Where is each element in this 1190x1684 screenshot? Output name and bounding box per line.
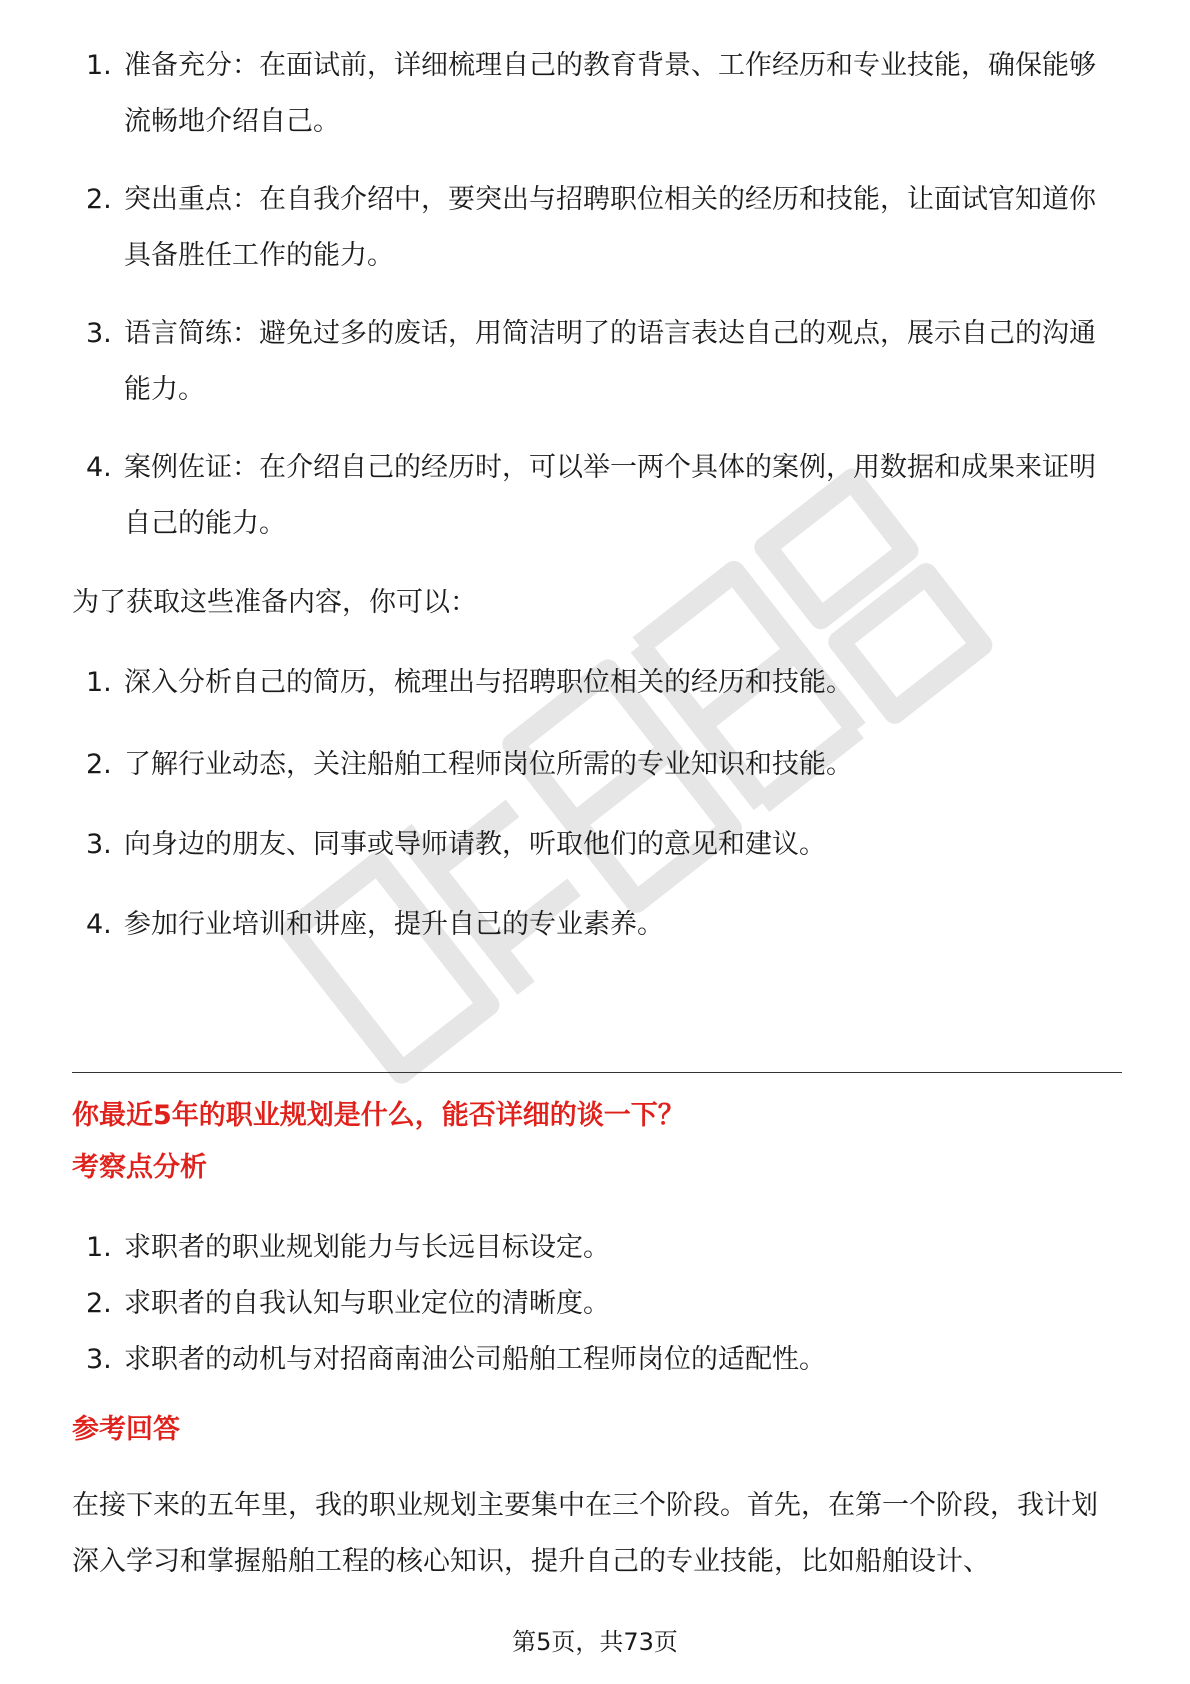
list-text: 准备充分：在面试前，详细梳理自己的教育背景、工作经历和专业技能，确保能够流畅地介绍自己。 bbox=[124, 50, 1096, 137]
list-item bbox=[72, 440, 1122, 552]
list-number: 4. bbox=[86, 452, 112, 483]
list-number: 2. bbox=[86, 184, 112, 215]
list-item bbox=[72, 38, 1122, 150]
list-text: 参加行业培训和讲座，提升自己的专业素养。 bbox=[124, 909, 664, 940]
list-text: 求职者的职业规划能力与长远目标设定。 bbox=[124, 1232, 610, 1263]
list-number: 3. bbox=[86, 1344, 112, 1375]
list-text: 求职者的动机与对招商南油公司船舶工程师岗位的适配性。 bbox=[124, 1344, 826, 1375]
list-text: 深入分析自己的简历，梳理出与招聘职位相关的经历和技能。 bbox=[124, 667, 853, 698]
list-item bbox=[72, 1276, 1122, 1332]
list-number: 2. bbox=[86, 749, 112, 780]
list-number: 1. bbox=[86, 50, 112, 81]
list-number: 2. bbox=[86, 1288, 112, 1319]
list-item bbox=[72, 1220, 1122, 1276]
list-text: 语言简练：避免过多的废话，用简洁明了的语言表达自己的观点，展示自己的沟通能力。 bbox=[124, 318, 1096, 405]
answer-paragraph: 在接下来的五年里，我的职业规划主要集中在三个阶段。首先，在第一个阶段，我计划深入学习和掌握船舶工程的核心知识，提升自己的专业技能，比如船舶设计、 bbox=[72, 1490, 1098, 1577]
list-number: 4. bbox=[86, 909, 112, 940]
list-item bbox=[72, 737, 1122, 793]
analysis-heading: 考察点分析 bbox=[72, 1152, 207, 1183]
list-number: 3. bbox=[86, 318, 112, 349]
list-item bbox=[72, 817, 1122, 873]
section-divider bbox=[72, 1072, 1122, 1073]
page-footer: 第5页，共73页 bbox=[512, 1628, 678, 1656]
list-text: 了解行业动态，关注船舶工程师岗位所需的专业知识和技能。 bbox=[124, 749, 853, 780]
list-text: 突出重点：在自我介绍中，要突出与招聘职位相关的经历和技能，让面试官知道你具备胜任工作的能力。 bbox=[124, 184, 1096, 271]
list-item bbox=[72, 306, 1122, 418]
list-item bbox=[72, 897, 1122, 953]
list-text: 求职者的自我认知与职业定位的清晰度。 bbox=[124, 1288, 610, 1319]
list-number: 1. bbox=[86, 1232, 112, 1263]
list-item bbox=[72, 172, 1122, 284]
list-item bbox=[72, 655, 1122, 711]
list-item bbox=[72, 1332, 1122, 1388]
list-text: 向身边的朋友、同事或导师请教，听取他们的意见和建议。 bbox=[124, 829, 826, 860]
paragraph-intro: 为了获取这些准备内容，你可以： bbox=[72, 587, 477, 618]
list-number: 1. bbox=[86, 667, 112, 698]
answer-heading: 参考回答 bbox=[72, 1414, 180, 1445]
question-heading: 你最近5年的职业规划是什么，能否详细的谈一下？ bbox=[72, 1100, 685, 1131]
list-number: 3. bbox=[86, 829, 112, 860]
list-text: 案例佐证：在介绍自己的经历时，可以举一两个具体的案例，用数据和成果来证明自己的能力。 bbox=[124, 452, 1096, 539]
